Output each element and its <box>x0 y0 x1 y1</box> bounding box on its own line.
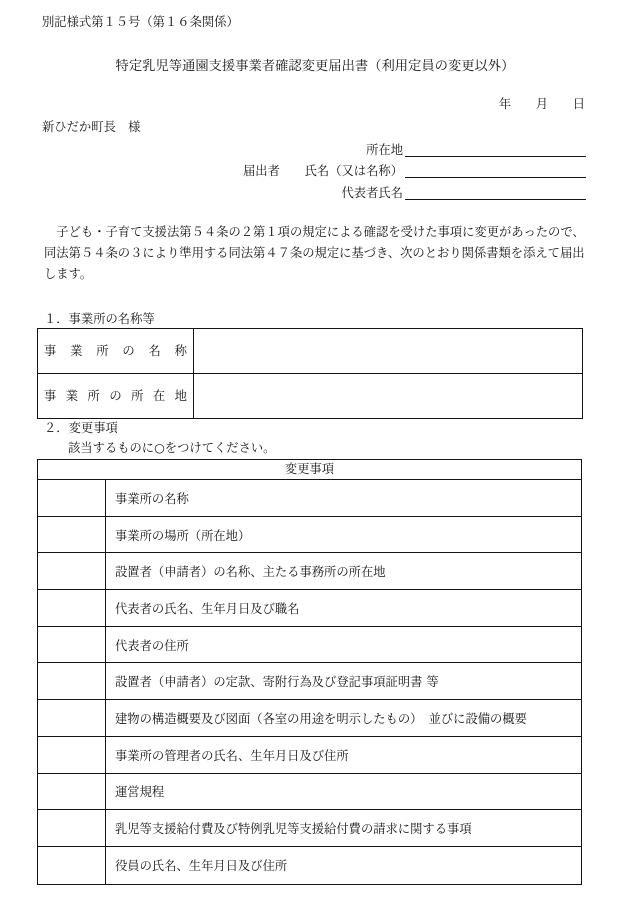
changes-item-label: 建物の構造概要及び図面（各室の用途を明示したもの） 並びに設備の概要 <box>115 711 527 726</box>
changes-item-label: 事業所の場所（所在地） <box>115 528 251 543</box>
form-number: 別記様式第１５号（第１６条関係） <box>42 15 239 29</box>
changes-mark-cell <box>38 480 106 516</box>
notifier-representative-line <box>405 185 586 200</box>
changes-table-row <box>38 553 581 590</box>
changes-mark-cell <box>38 553 106 589</box>
changes-item-label: 役員の氏名、生年月日及び住所 <box>115 859 288 874</box>
section-heading-changes: ２．変更事項 <box>44 421 118 435</box>
addressee: 新ひだか町長 様 <box>42 120 141 134</box>
changes-mark-cell <box>38 517 106 553</box>
changes-table-row <box>38 590 581 627</box>
body-line: します。 <box>44 267 93 281</box>
changes-item-label: 設置者（申請者）の定款、寄附行為及び登記事項証明書 等 <box>115 675 439 690</box>
changes-item-label: 事業所の管理者の氏名、生年月日及び住所 <box>115 748 349 763</box>
notifier-representative-label: 代表者氏名 <box>341 186 403 200</box>
document-title: 特定乳児等通園支援事業者確認変更届出書（利用定員の変更以外） <box>115 59 515 74</box>
changes-table-row <box>38 663 581 700</box>
changes-item-label: 乳児等支援給付費及び特例乳児等支援給付費の請求に関する事項 <box>115 822 472 837</box>
notifier-name-line <box>405 163 586 178</box>
changes-mark-cell <box>38 810 106 846</box>
changes-table-row <box>38 627 581 664</box>
changes-instruction: 該当するものに○をつけてください。 <box>68 441 276 455</box>
notifier-address-line <box>405 142 586 157</box>
notifier-name-row <box>243 163 586 179</box>
facility-label-cell <box>38 329 201 373</box>
changes-mark-cell <box>38 590 106 626</box>
body-line: 子ども・子育て支援法第５４条の２第１項の規定による確認を受けた事項に変更があったので、 <box>56 225 585 239</box>
changes-item-label: 代表者の氏名、生年月日及び職名 <box>115 601 300 616</box>
changes-table-header: 変更事項 <box>38 460 581 480</box>
changes-item-label: 設置者（申請者）の名称、主たる事務所の所在地 <box>115 565 386 580</box>
notifier-name-label: 氏名（又は名称） <box>304 164 403 178</box>
changes-table-row <box>38 810 581 847</box>
changes-item-label: 代表者の住所 <box>115 638 189 653</box>
notifier-label: 届出者 <box>243 164 280 178</box>
changes-table <box>37 459 582 885</box>
notifier-representative-row <box>243 185 586 201</box>
facility-label-cell <box>38 374 197 419</box>
changes-mark-cell <box>38 627 106 663</box>
changes-item-label: 事業所の名称 <box>115 491 189 506</box>
changes-table-row <box>38 517 581 554</box>
changes-table-row <box>38 700 581 737</box>
notifier-address-row <box>243 142 586 158</box>
facility-name-value-cell <box>194 329 582 373</box>
changes-mark-cell <box>38 737 106 773</box>
changes-mark-cell <box>38 700 106 736</box>
changes-table-row <box>38 847 581 884</box>
changes-mark-cell <box>38 847 106 884</box>
changes-table-row <box>38 774 581 811</box>
facility-name-label: 事業所の名称 <box>44 343 201 358</box>
changes-table-row <box>38 480 581 517</box>
notifier-address-label: 所在地 <box>366 143 403 157</box>
changes-mark-cell <box>38 663 106 699</box>
section-heading-facility: １．事業所の名称等 <box>44 312 155 326</box>
facility-address-label: 事業所の所在地 <box>44 388 197 403</box>
facility-table-row <box>38 374 582 419</box>
body-paragraph <box>44 222 585 285</box>
changes-mark-cell <box>38 774 106 810</box>
facility-table-row <box>38 329 582 374</box>
changes-table-row <box>38 737 581 774</box>
facility-address-value-cell <box>194 374 582 419</box>
body-line: 同法第５４条の３により準用する同法第４７条の規定に基づき、次のとおり関係書類を添えて届出 <box>44 246 585 260</box>
changes-item-label: 運営規程 <box>115 785 165 800</box>
date-line: 年 月 日 <box>498 97 585 111</box>
facility-table <box>37 328 583 419</box>
